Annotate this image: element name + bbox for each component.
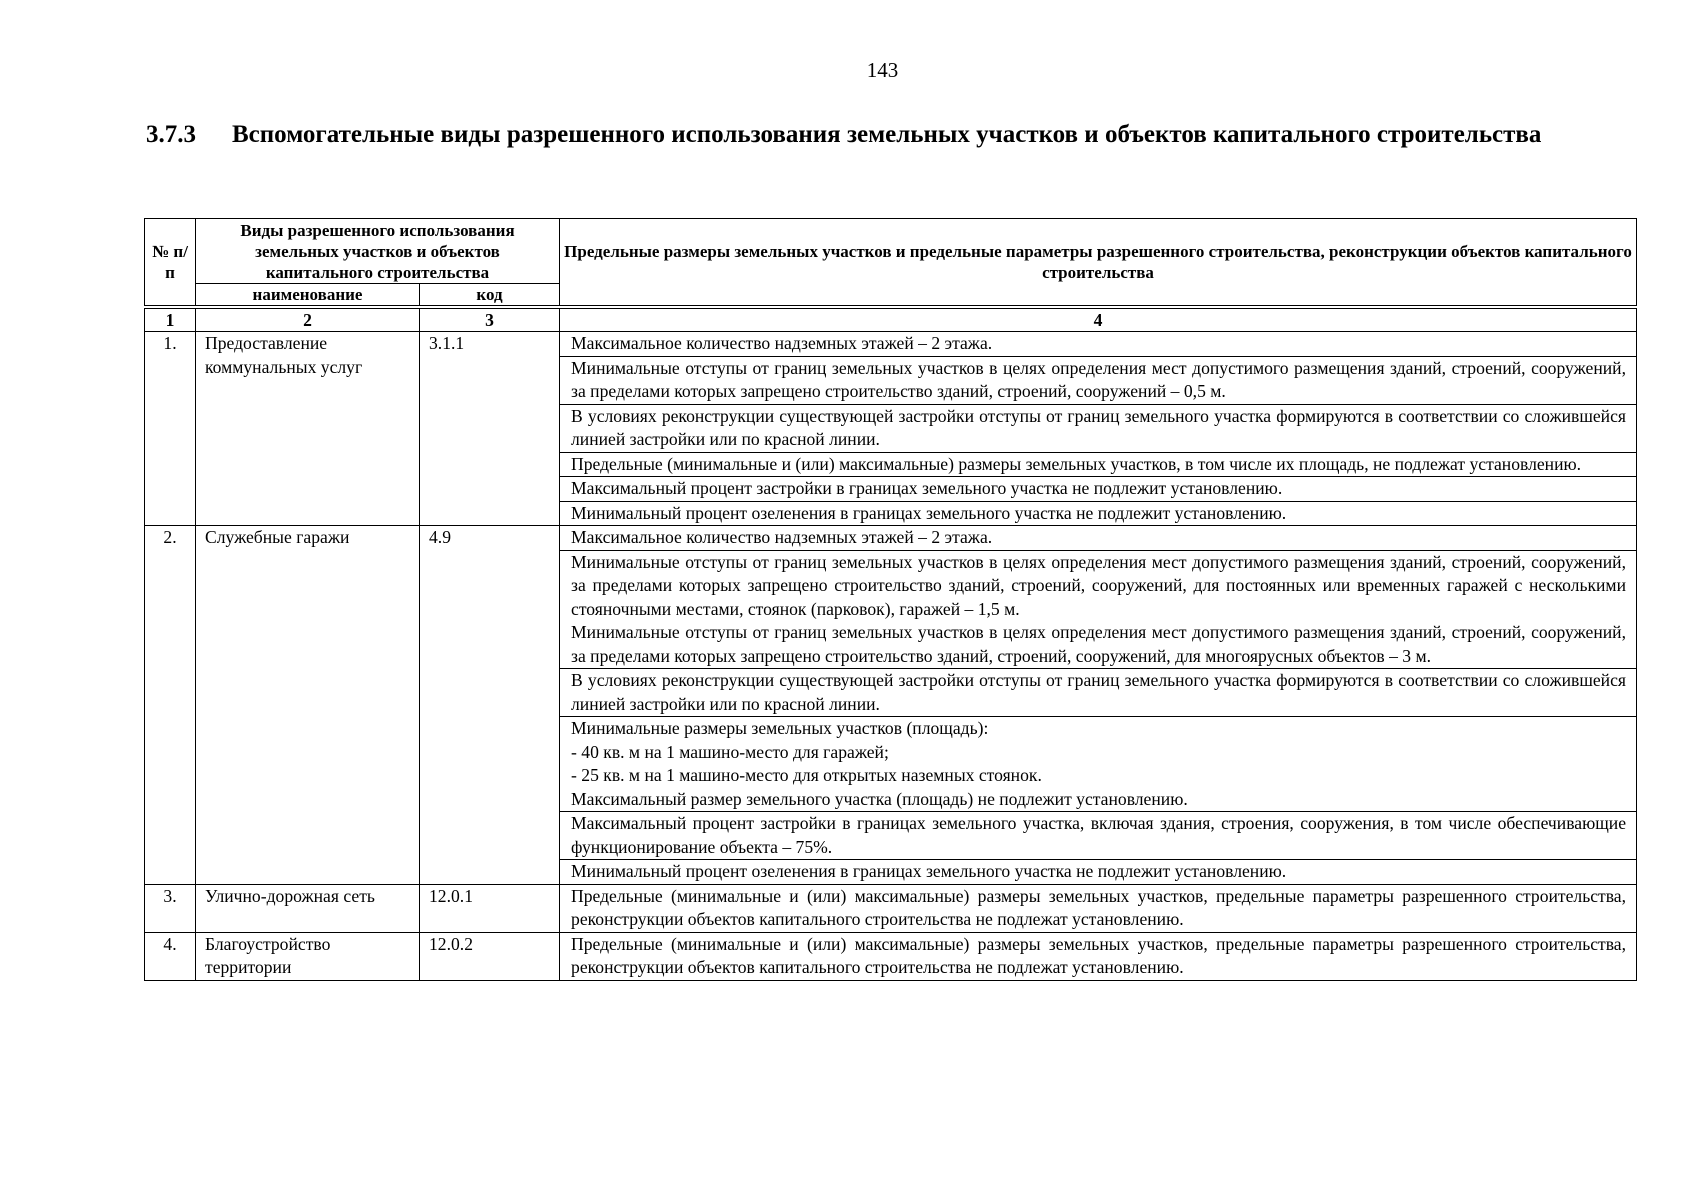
- header-name: наименование: [196, 284, 420, 306]
- row-number: 2.: [145, 526, 196, 885]
- row-use-name: Улично-дорожная сеть: [196, 884, 420, 932]
- column-numbers-row: [145, 309, 1637, 332]
- param-paragraph: Минимальные отступы от границ земельных участков в целях определения мест допустимого размещения зданий, строений, сооружений, за пределами которых запрещено строительство зданий, строений, сооружений – 0,5 м.: [560, 356, 1636, 404]
- row-use-code: 12.0.2: [420, 932, 560, 980]
- section-title: Вспомогательные виды разрешенного использования земельных участков и объектов капитального строительства: [232, 121, 1542, 148]
- column-number: 2: [196, 309, 420, 332]
- param-paragraph: Минимальные отступы от границ земельных участков в целях определения мест допустимого размещения зданий, строений, сооружений, за пределами которых запрещено строительство зданий, строений, сооружений, для постоянных или временных гаражей с несколькими стояночными местами, стоянок (парковок), гаражей – 1,5 м. Минимальные отступы от границ земельных участков в целях определения мест допустимого размещения зданий, строений, сооружений, за пределами которых запрещено строительство зданий, строений, сооружений, для многоярусных объектов – 3 м.: [560, 550, 1636, 669]
- param-paragraph: Предельные (минимальные и (или) максимальные) размеры земельных участков, предельные параметры разрешенного строительства, реконструкции объектов капитального строительства не подлежат установлению.: [571, 933, 1626, 977]
- param-paragraph: В условиях реконструкции существующей застройки отступы от границ земельного участка формируются в соответствии со сложившейся линией застройки или по красной линии.: [560, 668, 1636, 716]
- column-number: 3: [420, 309, 560, 332]
- param-paragraph: Минимальные размеры земельных участков (площадь): - 40 кв. м на 1 машино-место для гаражей; - 25 кв. м на 1 машино-место для открытых наземных стоянок. Максимальный размер земельного участка (площадь) не подлежит установлению.: [560, 716, 1636, 811]
- row-use-name: Служебные гаражи: [196, 526, 420, 885]
- row-params: [560, 884, 1637, 932]
- param-paragraph: Максимальное количество надземных этажей – 2 этажа.: [571, 527, 993, 547]
- column-number: 1: [145, 309, 196, 332]
- row-use-name: Предоставление коммунальных услуг: [196, 332, 420, 526]
- column-number: 4: [560, 309, 1637, 332]
- table-row: [145, 332, 1637, 526]
- row-number: 3.: [145, 884, 196, 932]
- row-number: 1.: [145, 332, 196, 526]
- row-params: [560, 526, 1637, 885]
- header-params: Предельные размеры земельных участков и предельные параметры разрешенного строительства, реконструкции объектов капитального строительства: [560, 219, 1637, 306]
- land-use-table: [144, 218, 1637, 981]
- page-number: 143: [866, 58, 899, 82]
- row-use-name: Благоустройство территории: [196, 932, 420, 980]
- param-paragraph: Предельные (минимальные и (или) максимальные) размеры земельных участков, предельные параметры разрешенного строительства, реконструкции объектов капитального строительства не подлежат установлению.: [571, 885, 1626, 929]
- header-code: код: [420, 284, 560, 306]
- row-use-code: 3.1.1: [420, 332, 560, 526]
- row-number: 4.: [145, 932, 196, 980]
- table-row: [145, 884, 1637, 932]
- row-params: [560, 932, 1637, 980]
- header-no: № п/п: [145, 219, 196, 306]
- table-row: [145, 526, 1637, 885]
- param-paragraph: В условиях реконструкции существующей застройки отступы от границ земельного участка формируются в соответствии со сложившейся линией застройки или по красной линии.: [560, 404, 1636, 452]
- param-paragraph: Максимальное количество надземных этажей – 2 этажа.: [571, 333, 993, 353]
- param-paragraph: Предельные (минимальные и (или) максимальные) размеры земельных участков, в том числе их площадь, не подлежат установлению.: [560, 452, 1636, 477]
- row-use-code: 12.0.1: [420, 884, 560, 932]
- param-paragraph: Максимальный процент застройки в границах земельного участка не подлежит установлению.: [560, 476, 1636, 501]
- section-heading: [146, 118, 1636, 151]
- header-use-types: Виды разрешенного использования земельных участков и объектов капитального строительства: [196, 219, 560, 284]
- section-number: 3.7.3: [146, 121, 196, 148]
- row-use-code: 4.9: [420, 526, 560, 885]
- table-row: [145, 932, 1637, 980]
- row-params: [560, 332, 1637, 526]
- param-paragraph: Максимальный процент застройки в границах земельного участка, включая здания, строения, сооружения, в том числе обеспечивающие функционирование объекта – 75%.: [560, 811, 1636, 859]
- param-paragraph: Минимальный процент озеленения в границах земельного участка не подлежит установлению.: [560, 859, 1636, 884]
- param-paragraph: Минимальный процент озеленения в границах земельного участка не подлежит установлению.: [560, 501, 1636, 526]
